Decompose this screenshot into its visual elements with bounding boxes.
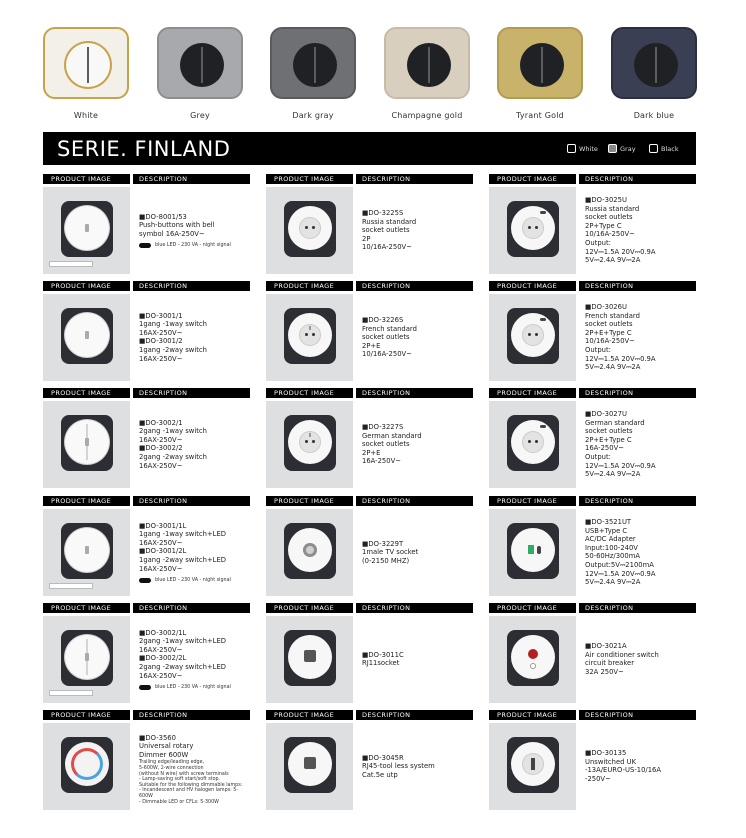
socket-well [299, 324, 321, 346]
socket-pin [528, 440, 531, 443]
swatch-plate [157, 27, 243, 99]
led-module [49, 690, 93, 696]
product-description: ■DO-3001/1L 1gang -1way switch+LED 16AX-250V~ ■DO-3001/2L 1gang -2way switch+LED 16AX-250V~ [139, 521, 226, 573]
series-banner [43, 132, 696, 165]
socket-pin [535, 440, 538, 443]
description-header: DESCRIPTION [133, 496, 250, 506]
swatch-champagne-gold [384, 27, 470, 120]
led-note: blue LED - 230 VA - night signal [155, 685, 231, 691]
product-image-header: PRODUCT IMAGE [266, 710, 353, 720]
swatch-label: Tyrant Gold [516, 111, 564, 120]
description-header: DESCRIPTION [133, 603, 250, 613]
product-description: ■DO-30135 Unswitched UK -13A/EURO-US-10/16A -250V~ [585, 749, 662, 784]
product-image-header: PRODUCT IMAGE [489, 388, 576, 398]
legend-swatch [608, 144, 617, 153]
series-title: SERIE. FINLAND [57, 137, 231, 161]
swatch-plate [497, 27, 583, 99]
product-card [266, 388, 473, 488]
led-module [49, 583, 93, 589]
product-note: Trailing edge/leading edge, 5-600W, 2-wire connection (without N wire) with screw terminals - Lamp-saving soft start/soft stop. Suitable for the following dimmable lamps: - Incandescent and HV halogen lamps: 5-600W - Dimmable LED or CFLs: 5-300W [139, 760, 243, 805]
swatch-label: Grey [190, 111, 210, 120]
product-photo [266, 187, 353, 274]
swatch-plate [43, 27, 129, 99]
product-image-header: PRODUCT IMAGE [43, 603, 130, 613]
usb-port [528, 545, 534, 554]
product-description: ■DO-3026U French standard socket outlets 2P+E+Type C 10/16A-250V~ Output: 12V⎓1.5A 20V⎓0.9A 5V⎓2.4A 9V⎓2A [585, 303, 656, 372]
usb-c-port [540, 211, 546, 214]
led-bulb-icon [139, 243, 151, 248]
product-photo [489, 616, 576, 703]
product-image-header: PRODUCT IMAGE [489, 496, 576, 506]
socket-pin [305, 333, 308, 336]
product-photo [43, 401, 130, 488]
led-module [49, 261, 93, 267]
switch-knob [407, 43, 451, 87]
legend-swatch [567, 144, 576, 153]
product-description: ■DO-3229T 1male TV socket (0-2150 MHZ) [362, 539, 419, 565]
product-description: ■DO-3225S Russia standard socket outlets 2P 10/16A-250V~ [362, 209, 417, 252]
socket-pin [535, 333, 538, 336]
product-photo [43, 187, 130, 274]
product-image-header: PRODUCT IMAGE [266, 174, 353, 184]
product-photo [43, 509, 130, 596]
color-swatches [0, 0, 746, 128]
product-card [43, 496, 250, 596]
product-card [489, 388, 696, 488]
description-header: DESCRIPTION [579, 496, 696, 506]
product-photo [43, 723, 130, 810]
product-image-header: PRODUCT IMAGE [266, 281, 353, 291]
swatch-white [43, 27, 129, 120]
product-photo [43, 616, 130, 703]
description-header: DESCRIPTION [356, 603, 473, 613]
device-face [65, 313, 109, 357]
product-image-header: PRODUCT IMAGE [266, 388, 353, 398]
description-header: DESCRIPTION [579, 710, 696, 720]
product-card [43, 710, 250, 810]
usb-c-port [540, 425, 546, 428]
swatch-grey [157, 27, 243, 120]
product-image-header: PRODUCT IMAGE [266, 603, 353, 613]
uk-socket-well [522, 753, 544, 775]
product-card [489, 174, 696, 274]
swatch-plate [270, 27, 356, 99]
swatch-dark-blue [611, 27, 697, 120]
description-header: DESCRIPTION [579, 603, 696, 613]
product-card [266, 710, 473, 810]
product-card [489, 281, 696, 381]
product-photo [43, 294, 130, 381]
product-image-header: PRODUCT IMAGE [489, 603, 576, 613]
indicator-red [528, 649, 538, 659]
swatch-label: Dark gray [292, 111, 334, 120]
product-description: ■DO-3027U German standard socket outlets 2P+E+Type C 16A-250V~ Output: 12V⎓1.5A 20V⎓0.9A 5V⎓2.4A 9V⎓2A [585, 410, 656, 479]
led-note: blue LED - 230 VA - night signal [155, 243, 231, 249]
usb-c-port [540, 318, 546, 321]
product-card [266, 281, 473, 381]
product-photo [489, 723, 576, 810]
swatch-dark-gray [270, 27, 356, 120]
product-description: ■DO-3227S German standard socket outlets 2P+E 16A-250V~ [362, 423, 422, 466]
legend-label: Gray [620, 144, 636, 153]
product-card [266, 603, 473, 703]
product-image-header: PRODUCT IMAGE [43, 281, 130, 291]
swatch-label: Dark blue [633, 111, 675, 120]
product-description: ■DO-3025U Russia standard socket outlets 2P+Type C 10/16A-250V~ Output: 12V⎓1.5A 20V⎓0.9A 5V⎓2.4A 9V⎓2A [585, 196, 656, 265]
product-photo [266, 401, 353, 488]
dimmer-ring [71, 748, 103, 780]
socket-pin [312, 440, 315, 443]
description-header: DESCRIPTION [356, 281, 473, 291]
socket-pin [528, 226, 531, 229]
description-header: DESCRIPTION [356, 388, 473, 398]
rocker-dot [85, 224, 89, 232]
switch-knob [293, 43, 337, 87]
product-image-header: PRODUCT IMAGE [489, 281, 576, 291]
swatch-plate [384, 27, 470, 99]
tv-port [303, 543, 317, 557]
socket-well [522, 431, 544, 453]
product-card [43, 281, 250, 381]
swatch-label: White [73, 111, 99, 120]
switch-knob [520, 43, 564, 87]
description-header: DESCRIPTION [133, 710, 250, 720]
description-header: DESCRIPTION [133, 174, 250, 184]
description-header: DESCRIPTION [579, 388, 696, 398]
product-card [43, 174, 250, 274]
product-photo [266, 509, 353, 596]
product-description: ■DO-3021A Air conditioner switch circuit breaker 32A 250V~ [585, 642, 659, 677]
device-face [65, 206, 109, 250]
product-card [43, 603, 250, 703]
socket-well [299, 431, 321, 453]
product-photo [266, 723, 353, 810]
product-photo [489, 401, 576, 488]
product-photo [489, 509, 576, 596]
earth-pin [309, 326, 311, 330]
legend-item-black [649, 144, 679, 153]
socket-pin [305, 440, 308, 443]
product-image-header: PRODUCT IMAGE [43, 710, 130, 720]
product-card [489, 496, 696, 596]
product-description: ■DO-3045R RJ45-tool less system Cat.5e utp [362, 753, 435, 779]
rj-port [304, 650, 316, 662]
led-note: blue LED - 230 VA - night signal [155, 578, 231, 584]
earth-pin [309, 433, 311, 437]
product-photo [266, 294, 353, 381]
description-header: DESCRIPTION [356, 710, 473, 720]
device-face [65, 420, 109, 464]
product-image-header: PRODUCT IMAGE [489, 710, 576, 720]
product-description: ■DO-3521UT USB+Type C AC/DC Adapter Input:100-240V 50-60Hz/300mA Output:5V⎓2100mA 12V⎓1.5A 20V⎓0.9A 5V⎓2.4A 9V⎓2A [585, 518, 656, 587]
product-card [489, 603, 696, 703]
socket-pin [305, 226, 308, 229]
product-description: ■DO-8001/53 Push-buttons with bell symbol 16A-250V~ [139, 212, 215, 238]
uk-pins [531, 758, 535, 770]
product-image-header: PRODUCT IMAGE [489, 174, 576, 184]
legend-item-gray [608, 144, 636, 153]
switch-knob [180, 43, 224, 87]
rocker-dot [85, 331, 89, 339]
socket-pin [528, 333, 531, 336]
socket-pin [312, 333, 315, 336]
legend-label: Black [661, 144, 679, 153]
product-photo [489, 187, 576, 274]
product-description: ■DO-3002/1 2gang -1way switch 16AX-250V~ ■DO-3002/2 2gang -2way switch 16AX-250V~ [139, 418, 207, 470]
swatch-label: Champagne gold [391, 111, 463, 120]
switch-knob [66, 43, 110, 87]
legend-item-white [567, 144, 598, 153]
legend-swatch [649, 144, 658, 153]
description-header: DESCRIPTION [579, 281, 696, 291]
product-image-header: PRODUCT IMAGE [43, 174, 130, 184]
socket-pin [535, 226, 538, 229]
legend-label: White [579, 144, 598, 153]
product-image-header: PRODUCT IMAGE [43, 496, 130, 506]
rocker-dot [85, 653, 89, 661]
product-photo [489, 294, 576, 381]
device-face [65, 635, 109, 679]
indicator-white [530, 663, 536, 669]
socket-pin [312, 226, 315, 229]
switch-knob [634, 43, 678, 87]
socket-well [299, 217, 321, 239]
product-image-header: PRODUCT IMAGE [43, 388, 130, 398]
description-header: DESCRIPTION [356, 174, 473, 184]
rocker-dot [85, 546, 89, 554]
socket-well [522, 217, 544, 239]
usb-c-port [537, 546, 541, 554]
product-description: ■DO-3226S French standard socket outlets 2P+E 10/16A-250V~ [362, 316, 417, 359]
socket-well [522, 324, 544, 346]
product-description: ■DO-3001/1 1gang -1way switch 16AX-250V~ ■DO-3001/2 1gang -2way switch 16AX-250V~ [139, 311, 207, 363]
swatch-plate [611, 27, 697, 99]
rocker-dot [85, 438, 89, 446]
product-photo [266, 616, 353, 703]
swatch-tyrant-gold [497, 27, 583, 120]
led-bulb-icon [139, 685, 151, 690]
description-header: DESCRIPTION [356, 496, 473, 506]
product-card [489, 710, 696, 810]
led-bulb-icon [139, 578, 151, 583]
device-face [65, 528, 109, 572]
product-description: ■DO-3560 Universal rotary Dimmer 600W [139, 733, 194, 759]
product-card [43, 388, 250, 488]
product-image-header: PRODUCT IMAGE [266, 496, 353, 506]
product-description: ■DO-3011C RJ11socket [362, 650, 404, 668]
rj-port [304, 757, 316, 769]
product-card [266, 496, 473, 596]
description-header: DESCRIPTION [133, 281, 250, 291]
product-description: ■DO-3002/1L 2gang -1way switch+LED 16AX-250V~ ■DO-3002/2L 2gang -2way switch+LED 16AX-250V~ [139, 628, 226, 680]
product-card [266, 174, 473, 274]
description-header: DESCRIPTION [133, 388, 250, 398]
description-header: DESCRIPTION [579, 174, 696, 184]
